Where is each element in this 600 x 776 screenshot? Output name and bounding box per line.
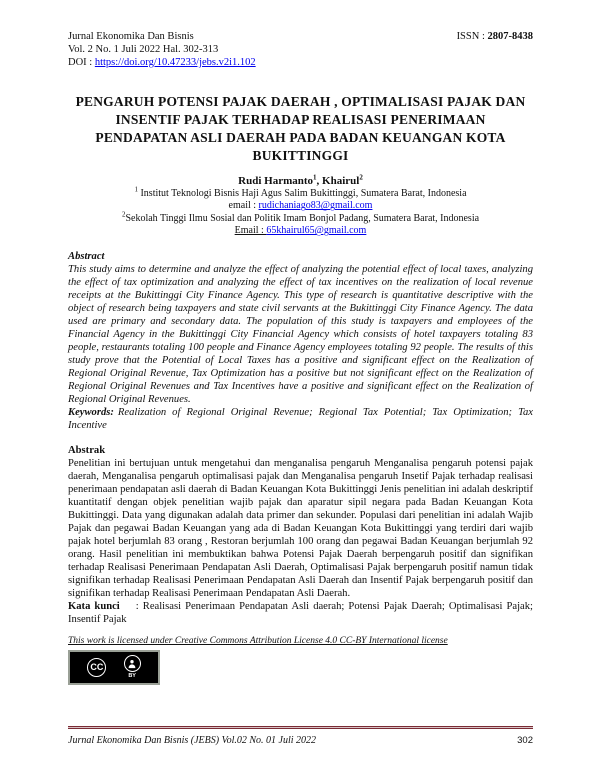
kata-kunci-label: Kata kunci — [68, 600, 120, 612]
doi-line — [68, 56, 256, 69]
affiliation-1 — [68, 185, 533, 200]
kata-kunci-text: : Realisasi Penerimaan Pendapatan Asli daerah; Potensi Pajak Daerah; Optimalisasi Pajak; Insentif Pajak — [68, 600, 533, 625]
cc-by-license-badge[interactable] — [68, 650, 160, 685]
volume-info: Vol. 2 No. 1 Juli 2022 Hal. 302-313 — [68, 44, 219, 55]
page-number: 302 — [517, 735, 533, 746]
journal-header-left — [68, 30, 256, 69]
email2-link[interactable]: 65khairul65@gmail.com — [266, 225, 367, 237]
affiliation1-superscript: 1 — [134, 185, 138, 194]
journal-name: Jurnal Ekonomika Dan Bisnis — [68, 31, 194, 42]
author2-name: Khairul — [322, 175, 360, 187]
author2-superscript: 2 — [359, 173, 363, 182]
author-separator: , — [316, 175, 323, 187]
abstract-heading: Abstract — [68, 250, 105, 262]
doi-link[interactable]: https://doi.org/10.47233/jebs.v2i1.102 — [94, 57, 256, 68]
page-footer — [68, 726, 533, 746]
abstract-section-indonesian — [68, 444, 533, 626]
license-statement: This work is licensed under Creative Commons Attribution License 4.0 CC-BY International license — [68, 635, 448, 646]
affiliation2-text: Sekolah Tinggi Ilmu Sosial dan Politik Imam Bonjol Padang, Sumatera Barat, Indonesia — [125, 212, 480, 224]
footer-divider — [68, 726, 533, 729]
abstrak-body: Penelitian ini bertujuan untuk mengetahui dan menganalisa pengaruh Menganalisa pengaruh potensi pajak daerah, Menganalisa pengaruh optimalisasi pajak dan Menganalisa pengaruh Insetif Pajak terhadap realisasi penerimaan pendapatan asli daerah di Badan Keuangan Kota Bukittinggi Jenis penelitian ini adalah deskriptif kuantitatif dengan objek penelitian wajib pajak dan aparatur sipil negara pada Badan Keuangan Kota Bukittinggi. Data yang digunakan adalah data primer dan sekunder. Populasi dari penelitian ini adalah Wajib Pajak dan pegawai Badan Keuangan yang ada di Badan Keuangan Kota Bukittinggi yang terdiri dari wajib pajak hotel berjumlah 83 orang , Restoran berjumlah 100 orang dan pegawai Badan Keuangan berjumlah 92 orang. Hasil penelitian ini membuktikan bahwa Potensi Pajak Daerah berpengaruh positif dan signifikan terhadap Realisasi Penerimaan Pendapatan Asli Daerah, Optimalisasi Pajak berpengaruh positif namun tidak signifikan terhadap Realisasi Penerimaan Pendapatan Asli Daerah dan Insentif Pajak berpengaruh positif dan signifikan terhadap Realisasi Penerimaan Pendapatan Asli Daerah. — [68, 457, 533, 599]
footer-row — [68, 735, 533, 746]
issn-label: ISSN : — [456, 31, 488, 42]
abstract-body: This study aims to determine and analyze the effect of analyzing the potential effect of local taxes, analyzing the effect of tax optimization and analyzing the effect of tax incentives on the realization of local revenue receipts at the Bukittinggi City Finance Agency. This type of research is quantitative descriptive with the object of research being taxpayers and state civil servants at the Bukittinggi City Finance Agency. The data used are primary and secondary data. The population of this study is taxpayers and employees of the Financial Agency in the Bukittinggi City Financial Agency which consists of hotel taxpayers totaling 83 people, restaurants totaling 100 people and Finance Agency employees totaling 92 people. The results of this study prove that the Potential of Local Taxes has a positive and significant effect on the Realization of Regional Original Revenue, Tax Optimization has a positive but not significant effect on the Realization of Regional Original Revenues and Tax Incentives have a positive and significant effect on the Realization of Regional Original Revenues. — [68, 263, 533, 405]
email-line-1 — [68, 200, 533, 212]
keywords-line — [68, 406, 533, 432]
author1-superscript: 1 — [313, 173, 317, 182]
journal-header — [68, 30, 533, 69]
abstrak-heading: Abstrak — [68, 444, 106, 456]
author1-name: Rudi Harmanto — [238, 175, 314, 187]
cc-icon: CC — [87, 658, 106, 677]
by-label: BY — [128, 673, 136, 680]
email-line-2 — [68, 225, 533, 237]
authors-block — [68, 174, 533, 238]
keywords-label: Keywords: — [68, 406, 114, 418]
email1-label: email : — [228, 200, 259, 212]
issn-line — [457, 30, 533, 43]
keywords-text: Realization of Regional Original Revenue; Regional Tax Potential; Tax Optimization; Tax Incentive — [68, 406, 533, 431]
affiliation-2 — [68, 210, 533, 225]
footer-journal-info: Jurnal Ekonomika Dan Bisnis (JEBS) Vol.02 No. 01 Juli 2022 — [68, 735, 317, 746]
issn-value: 2807-8438 — [487, 31, 533, 42]
kata-kunci-line — [68, 600, 533, 626]
doi-label: DOI : — [68, 57, 95, 68]
person-icon — [124, 655, 141, 672]
affiliation1-text: Institut Teknologi Bisnis Haji Agus Salim Bukittinggi, Sumatera Barat, Indonesia — [140, 188, 467, 199]
cc-by-attribution-group — [124, 655, 141, 679]
email1-link[interactable]: rudichaniago83@gmail.com — [258, 200, 373, 212]
abstract-section-english — [68, 250, 533, 432]
affiliation2-superscript: 2 — [121, 210, 126, 219]
article-title: PENGARUH POTENSI PAJAK DAERAH , OPTIMALISASI PAJAK DAN INSENTIF PAJAK TERHADAP REALISASI PENERIMAAN PENDAPATAN ASLI DAERAH PADA BADAN KEUANGAN KOTA BUKITTINGGI — [75, 94, 526, 163]
email2-label: Email : — [234, 225, 267, 237]
